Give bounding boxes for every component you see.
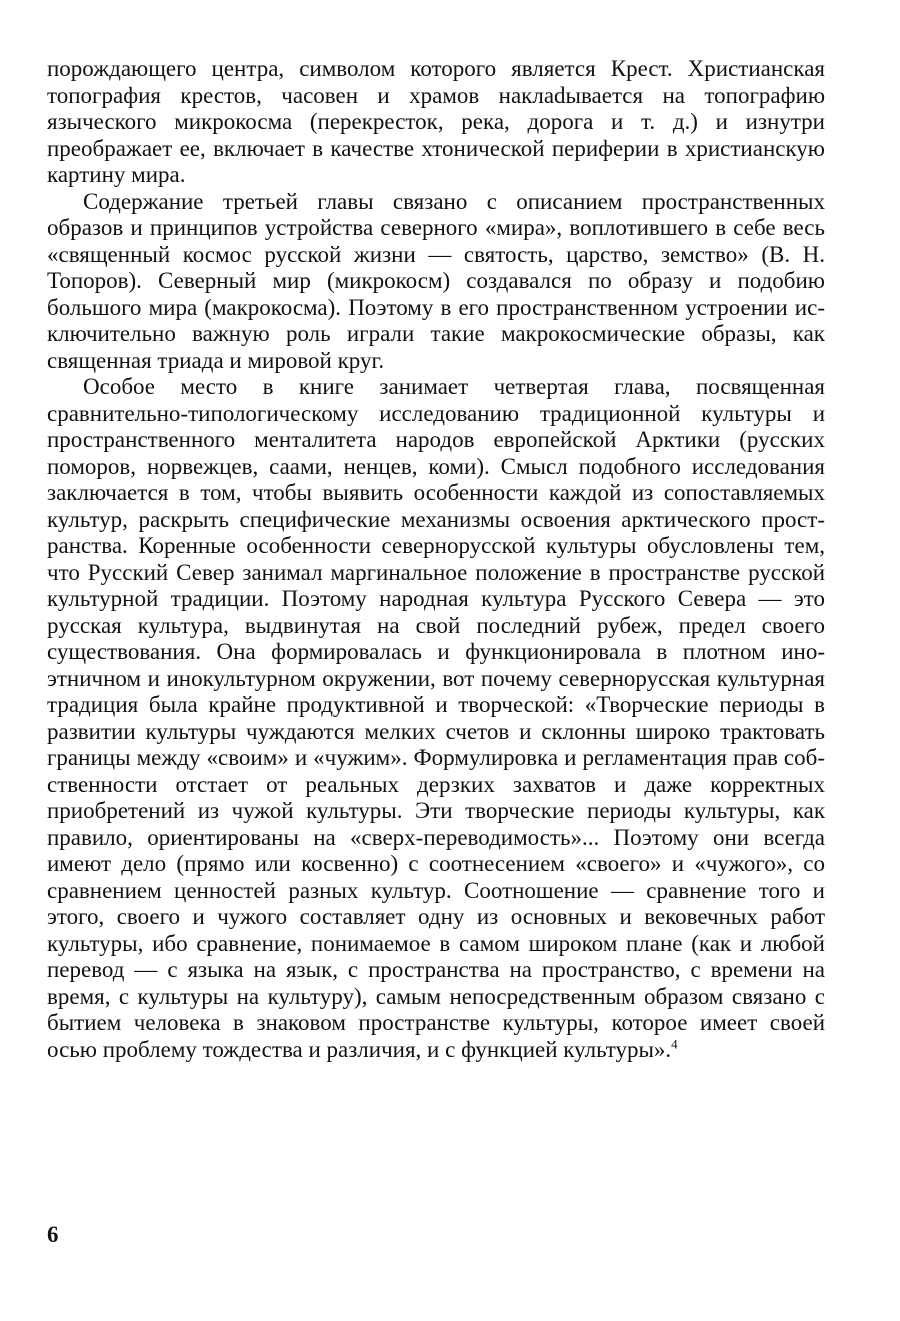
paragraph-1: порождающего центра, символом которого является Крест. Христианская топография крестов, часовен и храмов наклаdывается на топографию языческого микрокосма (перекресток, река, дорога и т. д.) и изнутри преображает ее, включает в качестве хтонической периферии в христианскую картину мира. xyxy=(47,56,825,187)
paragraph-3 xyxy=(47,374,825,1063)
page-body xyxy=(47,56,825,1063)
footnote-marker: 4 xyxy=(671,1035,678,1051)
paragraph-2: Содержание третьей главы связано с описанием пространственных образов и принципов устройства северного «мира», воплотившего в себе весь «священный космос русской жизни — святость, царство, земство» (В. Н. Топоров). Северный мир (микрокосм) создавался по образу и подобию большого мира (макрокосма). Поэтому в его пространственном устроении исключительно важную роль играли такие макрокосмические образы, как священная триада и мировой круг. xyxy=(47,188,825,373)
paragraph-3-text: Особое место в книге занимает четвертая глава, посвященная сравнительно-типологическому исследованию традиционной культуры и пространственного менталитета народов европейской Арктики (русских поморов, норвежцев, саами, ненцев, коми). Смысл подобного исследования заключается в том, чтобы выявить особенности каждой из сопоставляемых культур, раскрыть специфические механизмы освоения арктического пространства. Коренные особенности севернорусской культуры обусловлены тем, что Русский Север занимал маргинальное положение в пространстве русской культурной традиции. Поэтому народная культура Русского Севера — это русская культура, выдвинутая на свой последний рубеж, предел своего существования. Она формировалась и функционировала в плотном иноэтничном и инокультурном окружении, вот почему севернорусская культурная традиция была крайне продуктивной и творческой: «Творческие периоды в развитии культуры чуждаются мелких счетов и склонны широко трактовать границы между «своим» и «чужим». Формулировка и регламентация прав собственности отстает от реальных дерзких захватов и даже корректных приобретений из чужой культуры. Эти творческие периоды культуры, как правило, ориентированы на «сверх-переводимость»... Поэтому они всегда имеют дело (прямо или косвенно) с соотнесением «своего» и «чужого», со сравнением ценностей разных культур. Соотношение — сравнение того и этого, своего и чужого составляет одну из основных и вековечных работ культуры, ибо сравнение, понимаемое в самом широком плане (как и любой перевод — с языка на язык, с пространства на пространство, с времени на время, с культуры на культуру), самым непосредственным образом связано с бытием человека в знаковом пространстве культуры, которое имеет своей осью проблему тождества и различия, и с функцией культуры». xyxy=(47,374,825,1062)
page-number: 6 xyxy=(47,1222,59,1247)
